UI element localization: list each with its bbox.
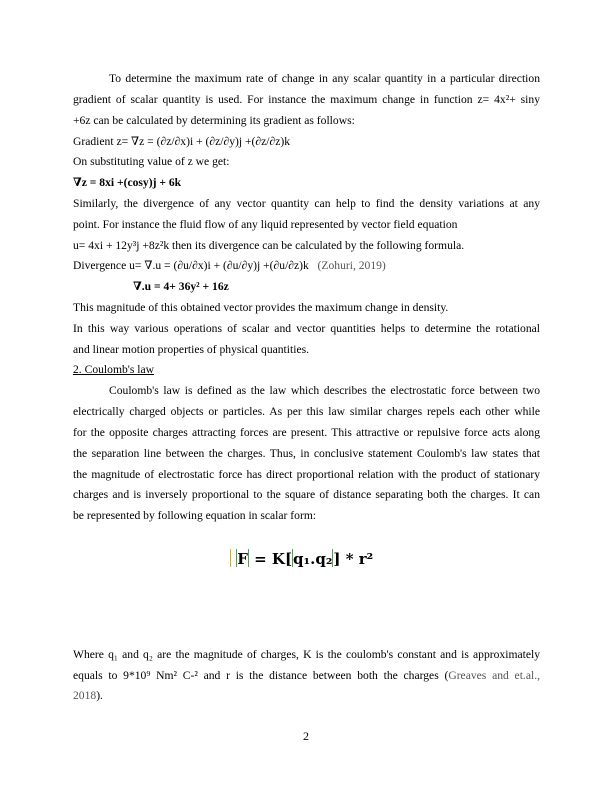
coulomb-equation [230, 549, 373, 571]
substitution-line: On substituting value of z we get: [73, 155, 230, 168]
divergence-formula-text: Divergence u= ∇.u = (∂u/∂x)i + (∂u/∂y)j +(∂u/∂z)k [73, 259, 309, 272]
paragraph-4-line-1: Where q₁ and q₂ are the magnitude of charges, K is the coulomb's constant and is approximately [73, 648, 540, 661]
paragraph-2-line-1: Similarly, the divergence of any vector quantity can help to find the density variations at any [73, 197, 540, 210]
paragraph-1-line-3: +6z can be calculated by determining its gradient as follows: [73, 114, 355, 127]
citation-greaves: Greaves and et.al., [448, 669, 540, 682]
paragraph-3-line-2: electrically charged objects or particles. As per this law similar charges repels each other while [73, 405, 540, 418]
paragraph-1-line-2: gradient of scalar quantity is used. For instance the maximum change in function z= 4x²+ siny [73, 93, 540, 106]
paragraph-4-line-3 [73, 689, 540, 703]
gradient-formula: Gradient z= ∇z = (∂z/∂x)i + (∂z/∂y)j +(∂z/∂z)k [73, 135, 291, 148]
equation-charges: q₁.q₂ [293, 550, 333, 568]
paragraph-3-line-7: be represented by following equation in scalar form: [73, 509, 317, 522]
paragraph-2-line-6: This magnitude of this obtained vector provides the maximum change in density. [73, 301, 449, 314]
paragraph-3-line-4: the separation line between the charges. Thus, in conclusive statement Coulomb's law states that [73, 447, 540, 460]
paragraph-3-line-1: Coulomb's law is defined as the law which describes the electrostatic force between two [109, 384, 540, 397]
paragraph-3-line-6: charges and is inversely proportional to the square of distance separating both the charges. It can [73, 488, 540, 501]
paragraph-4-line-3-end: ). [96, 689, 103, 702]
equation-constant: = K[ [248, 550, 293, 568]
paragraph-4-line-2 [73, 669, 540, 683]
paragraph-2-line-8: and linear motion properties of physical quantities. [73, 343, 310, 356]
paragraph-2-line-7: In this way various operations of scalar and vector quantities helps to determine the rotational [73, 322, 540, 335]
abs-bar-left-outer [230, 549, 231, 567]
paragraph-4-line-2-text: equals to 9*10⁹ Nm² C-² and r is the distance between both the charges ( [73, 669, 449, 682]
page-number: 2 [303, 729, 309, 743]
vector-field-equation: u= 4xi + 12y³j +8z²k then its divergence can be calculated by the following formula. [73, 239, 465, 252]
equation-force: F [237, 550, 248, 568]
citation-year: 2018 [73, 689, 97, 702]
divergence-result: ∇.u = 4+ 36y² + 16z [133, 280, 229, 293]
citation-zohuri: (Zohuri, 2019) [317, 259, 386, 272]
divergence-formula [73, 259, 540, 273]
equation-distance: ] * r² [333, 550, 374, 568]
paragraph-3-line-3: for the opposite charges attracting forces are present. This attractive or repulsive force acts along [73, 426, 540, 439]
paragraph-3-line-5: the magnitude of electrostatic force has direct proportional relation with the product of stationary [73, 468, 540, 481]
paragraph-1-line-1: To determine the maximum rate of change in any scalar quantity in a particular direction [109, 72, 540, 85]
paragraph-2-line-2: point. For instance the fluid flow of any liquid represented by vector field equation [73, 218, 458, 231]
gradient-result: ∇z = 8xi +(cosy)j + 6k [73, 176, 182, 189]
section-heading-coulombs-law: 2. Coulomb's law [73, 363, 154, 376]
